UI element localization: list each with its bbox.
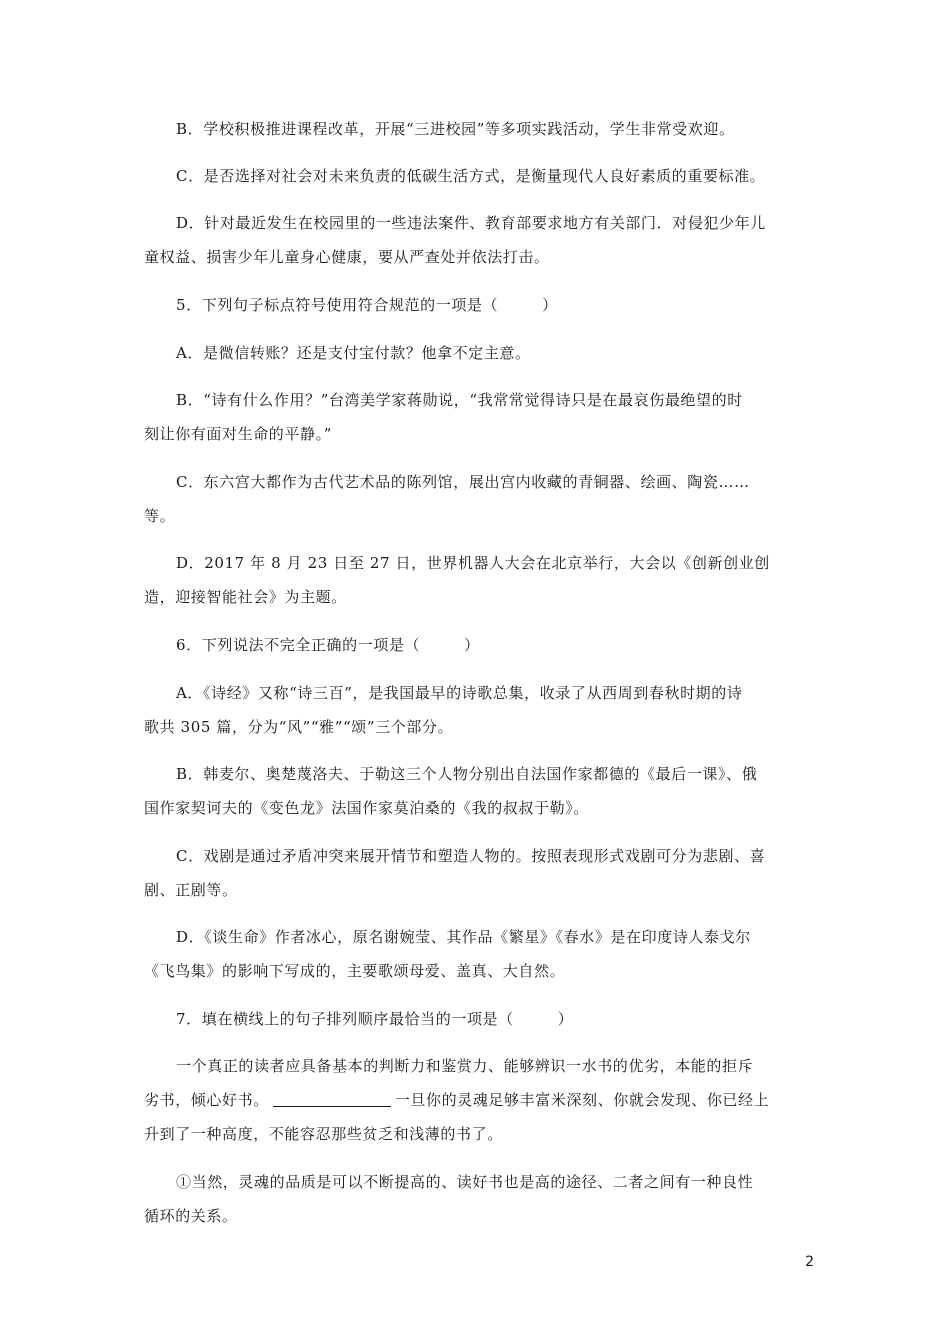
q7-passage-line2: [144, 1090, 824, 1110]
q6-option-b-line2: 国作家契诃夫的《变色龙》法国作家莫泊桑的《我的叔叔于勒》。: [144, 799, 589, 817]
q7-passage-line3: 升到了一种高度，不能容忍那些贫乏和浅薄的书了。: [144, 1125, 503, 1143]
fill-in-blank-line: [273, 1092, 391, 1107]
q7-passage-line2-start: 劣书，倾心好书。: [144, 1091, 269, 1109]
q6-option-c-line1: C．戏剧是通过矛盾冲突来展开情节和塑造人物的。按照表现形式戏剧可分为悲剧、喜: [176, 847, 766, 865]
question-7: [176, 1009, 856, 1029]
q5-option-a: A．是微信转账？还是支付宝付款？他拿不定主意。: [176, 344, 531, 362]
question-7-text: 7．填在横线上的句子排列顺序最恰当的一项是（: [176, 1010, 514, 1028]
question-5-paren-close: ）: [542, 296, 558, 314]
q7-sentence-1-line1: ①当然，灵魂的品质是可以不断提高的、读好书也是高的途径、二者之间有一种良性: [176, 1173, 754, 1191]
q5-option-d-line2: 造，迎接智能社会》为主题。: [144, 588, 347, 606]
q4-option-c: C．是否选择对社会对未来负责的低碳生活方式，是衡量现代人良好素质的重要标准。: [176, 167, 766, 185]
question-7-paren-close: ）: [557, 1010, 574, 1028]
q6-option-a-line1: A．《诗经》又称“诗三百”，是我国最早的诗歌总集，收录了从西周到春秋时期的诗: [176, 684, 743, 702]
question-6: [176, 635, 856, 655]
q7-sentence-1-line2: 循环的关系。: [144, 1207, 238, 1225]
q5-option-b-line1: B．“诗有什么作用？”台湾美学家蒋勋说，“我常常觉得诗只是在最哀伤最绝望的时: [176, 391, 743, 409]
q7-passage-line2-end: 一旦你的灵魂足够丰富米深刻、你就会发现、你已经上: [394, 1091, 770, 1109]
q5-option-c-line2: 等。: [144, 507, 176, 525]
q5-option-c-line1: C．东六宫大都作为古代艺术品的陈列馆，展出宫内收藏的青铜器、绘画、陶瓷……: [176, 473, 750, 491]
question-6-text: 6．下列说法不完全正确的一项是（: [176, 636, 421, 654]
q6-option-d-line2: 《飞鸟集》的影响下写成的，主要歌颂母爱、盖真、大自然。: [144, 962, 566, 980]
page-number: 2: [805, 1254, 814, 1270]
question-6-paren-close: ）: [464, 636, 480, 654]
q4-option-d-line1: D．针对最近发生在校园里的一些违法案件、教育部要求地方有关部门．对侵犯少年儿: [176, 214, 766, 232]
q7-passage-line1: 一个真正的读者应具备基本的判断力和鉴赏力、能够辨识一水书的优劣，本能的拒斥: [176, 1057, 754, 1075]
q6-option-b-line1: B．韩麦尔、奥楚蔑洛夫、于勒这三个人物分别出自法国作家都德的《最后一课》、俄: [176, 765, 758, 783]
q5-option-b-line2: 刻让你有面对生命的平静。”: [144, 425, 332, 443]
q6-option-d-line1: D．《谈生命》作者冰心，原名谢婉莹、其作品《繁星》《春水》是在印度诗人泰戈尔: [176, 928, 751, 946]
q4-option-d-line2: 童权益、损害少年儿童身心健康，要从严查处并依法打击。: [144, 248, 550, 266]
q5-option-d-line1: D．2017 年 8 月 23 日至 27 日，世界机器人大会在北京举行，大会以《创新创业创: [176, 554, 770, 572]
question-5: [176, 295, 856, 315]
q6-option-a-line2: 歌共 305 篇，分为“风”“雅”“颂”三个部分。: [144, 718, 454, 736]
q4-option-b: B．学校积极推进课程改革，开展“三进校园”等多项实践活动，学生非常受欢迎。: [176, 120, 735, 138]
q6-option-c-line2: 剧、正剧等。: [144, 881, 238, 899]
question-5-text: 5．下列句子标点符号使用符合规范的一项是（: [176, 296, 499, 314]
